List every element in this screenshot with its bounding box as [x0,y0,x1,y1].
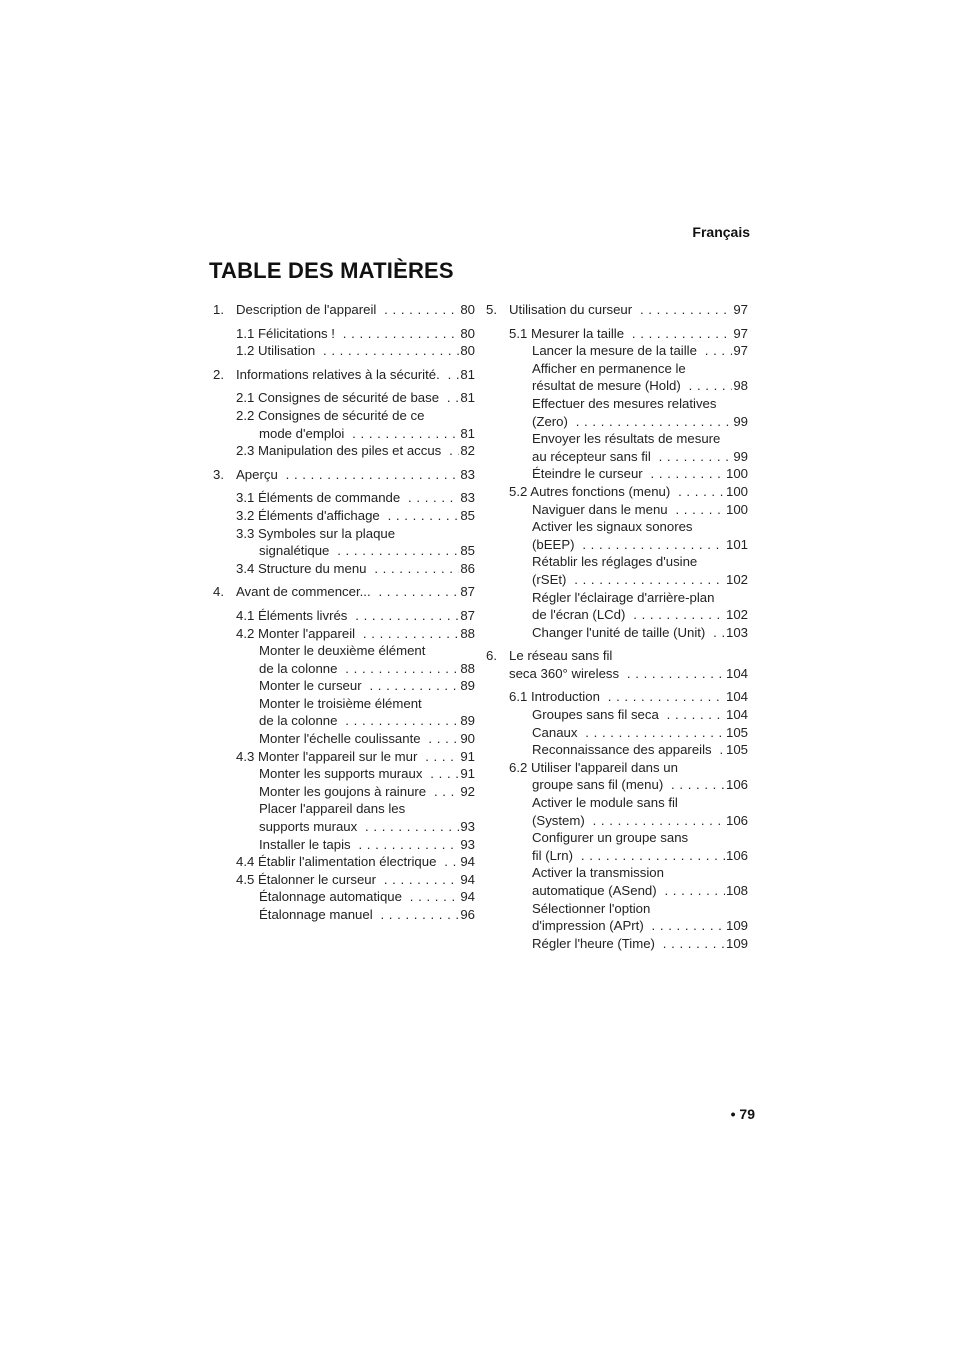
toc-entry-row[interactable] [486,325,748,343]
toc-entry [486,501,748,519]
toc-page-number: 106 [725,812,748,828]
toc-entry-text: 5.2 Autres fonctions (menu) . . . [509,484,725,499]
toc-entry-line [213,525,475,543]
toc-entry-row[interactable] [486,917,748,935]
toc-entry-text: 3.2 Éléments d'affichage . . . [236,508,459,523]
toc-entry [486,325,748,343]
toc-entry [486,935,748,953]
toc-entry-text: Monter le curseur . . . [259,678,459,693]
toc-page-number: 94 [460,889,475,905]
toc-entry-text: seca 360° wireless . . . [509,666,725,681]
toc-entry-text: (Zero) . . . [532,414,732,429]
toc-entry [213,525,475,560]
toc-entry-row[interactable] [486,536,748,554]
toc-page-number: 105 [725,742,748,758]
toc-entry-text: Placer l'appareil dans les [259,801,406,817]
toc-entry-text: Lancer la mesure de la taille . . . [532,343,732,358]
toc-entry [486,301,748,319]
toc-entry [213,836,475,854]
toc-chapter-number: 4. [213,584,224,600]
toc-entry-row[interactable] [486,688,748,706]
toc-entry-line [486,759,748,777]
toc-entry-row[interactable] [486,935,748,953]
toc-entry-text: signalétique . . . [259,543,459,558]
toc-page-number: 82 [460,443,475,459]
toc-page-number: 99 [733,413,748,429]
toc-entry [213,677,475,695]
toc-page-number: 83 [460,466,475,482]
toc-page-number: 97 [733,302,748,317]
toc-entry-row[interactable] [213,425,475,443]
toc-entry-text: Régler l'éclairage d'arrière-plan [532,589,715,605]
toc-page-number: 101 [725,536,748,552]
toc-entry [486,483,748,501]
toc-page-number: 106 [725,777,748,793]
toc-page-number: 105 [725,724,748,740]
toc-entry-line [486,647,748,665]
toc-entry-text: (System) . . . [532,813,725,828]
toc-entry-text: groupe sans fil (menu) . . . [532,777,725,792]
toc-right-column [486,301,748,952]
toc-entry [486,342,748,360]
toc-entry [486,360,748,395]
toc-entry-line [213,407,475,425]
toc-page-number: 91 [460,748,475,764]
toc-entry [213,853,475,871]
toc-entry-row[interactable] [486,724,748,742]
toc-entry [213,871,475,889]
toc-chapter-number: 3. [213,466,224,482]
toc-entry-row[interactable] [213,625,475,643]
toc-entry-text: résultat de mesure (Hold) . . . [532,378,732,393]
toc-entry-row[interactable] [213,712,475,730]
toc-entry-row[interactable] [213,871,475,889]
toc-entry-text: mode d'emploi . . . [259,426,459,441]
toc-entry-row[interactable] [213,748,475,766]
toc-entry-text: Canaux . . . [532,725,725,740]
toc-entry-text: Monter les goujons à rainure . . . [259,784,459,799]
toc-entry-text: 4.1 Éléments livrés . . . [236,608,459,623]
toc-entry [213,560,475,578]
toc-entry-row[interactable] [213,765,475,783]
toc-entry-text: 4.3 Monter l'appareil sur le mur . . . [236,749,459,764]
toc-entry [213,389,475,407]
toc-entry-row[interactable] [213,301,475,319]
toc-entry-row[interactable] [486,741,748,759]
toc-entry [213,642,475,677]
toc-entry-row[interactable] [486,342,748,360]
toc-entry [486,724,748,742]
toc-entry-line [486,900,748,918]
toc-entry-row[interactable] [213,366,475,384]
toc-entry [213,888,475,906]
toc-entry [486,553,748,588]
toc-page-number: 109 [725,935,748,951]
toc-entry-text: Sélectionner l'option [532,900,651,916]
toc-page-number: 108 [725,883,748,898]
toc-entry-text: Activer la transmission [532,865,664,881]
toc-page-number: 80 [460,302,475,317]
toc-page-number: 97 [733,343,748,359]
toc-page-number: 104 [725,689,748,705]
toc-entry [486,794,748,829]
toc-entry-row[interactable] [213,730,475,748]
toc-entry-text: Monter l'échelle coulissante . . . [259,731,459,746]
toc-entry-line [486,829,748,847]
toc-entry-row[interactable] [213,466,475,484]
toc-entry [486,647,748,682]
toc-entry-row[interactable] [213,583,475,601]
toc-entry-row[interactable] [213,888,475,906]
toc-page-number: 94 [460,871,475,887]
toc-entry-row[interactable] [486,776,748,794]
toc-entry-text: 1.1 Félicitations ! . . . [236,326,459,341]
toc-entry-text: Monter les supports muraux . . . [259,766,459,781]
toc-entry-text: Groupes sans fil seca . . . [532,707,725,722]
toc-entry [213,489,475,507]
toc-entry [213,783,475,801]
toc-entry [213,407,475,442]
toc-entry-line [213,642,475,660]
toc-entry-row[interactable] [486,377,748,395]
toc-entry-text: 3.4 Structure du menu . . . [236,561,459,576]
toc-entry-text: de la colonne . . . [259,661,459,676]
toc-page-number: 102 [725,607,748,623]
toc-entry-text: Reconnaissance des appareils . . . [532,742,725,757]
toc-entry-line [486,864,748,882]
toc-entry-text: 2.2 Consignes de sécurité de ce [236,407,425,423]
toc-entry-text: 2.3 Manipulation des piles et accus . . . [236,443,459,458]
toc-entry-row[interactable] [213,853,475,871]
toc-entry-line [486,430,748,448]
toc-entry-text: Étalonnage manuel . . . [259,907,459,922]
toc-page-number: 88 [460,625,475,641]
toc-entry-text: (bEEP) . . . [532,537,725,552]
toc-page-number: 81 [460,390,475,406]
page-number: • 79 [730,1106,755,1122]
toc-page-number: 83 [460,490,475,506]
toc-page-number: 100 [725,466,748,482]
toc-chapter-number: 1. [213,302,224,317]
toc-entry-row[interactable] [213,389,475,407]
language-label: Français [692,224,750,240]
toc-entry-text: 6.1 Introduction . . . [509,689,725,704]
toc-chapter-number: 5. [486,302,497,317]
toc-entry-row[interactable] [486,483,748,501]
toc-entry-text: d'impression (APrt) . . . [532,918,725,933]
toc-entry-text: Naviguer dans le menu . . . [532,502,725,517]
toc-entry-row[interactable] [486,465,748,483]
toc-entry-text: Le réseau sans fil [509,648,613,664]
toc-entry-row[interactable] [213,442,475,460]
toc-page-number: 85 [460,507,475,523]
toc-entry-text: Informations relatives à la sécurité. . . . [236,367,459,382]
toc-entry-row[interactable] [486,847,748,865]
toc-entry-line [486,589,748,607]
toc-entry-row[interactable] [486,665,748,683]
toc-entry-row[interactable] [213,677,475,695]
toc-entry [486,900,748,935]
toc-entry-text: de l'écran (LCd) . . . [532,607,725,622]
toc-entry [213,366,475,384]
toc-page-number: 93 [460,836,475,852]
toc-entry-text: Aperçu . . . [236,467,459,482]
toc-entry-text: Rétablir les réglages d'usine [532,554,698,570]
toc-entry-line [213,695,475,713]
toc-entry [213,800,475,835]
toc-page-number: 92 [460,783,475,799]
toc-entry-row[interactable] [213,560,475,578]
toc-entry-text: Activer le module sans fil [532,795,678,811]
toc-entry-row[interactable] [213,507,475,525]
toc-entry-text: Avant de commencer... . . . [236,584,459,599]
toc-page-number: 89 [460,678,475,694]
toc-page-number: 93 [460,819,475,835]
toc-entry-row[interactable] [213,489,475,507]
toc-page-number: 100 [725,501,748,517]
toc-entry [486,741,748,759]
toc-page-number: 81 [460,425,475,441]
toc-entry-text: au récepteur sans fil . . . [532,449,732,464]
toc-page-number: 87 [460,584,475,600]
toc-entry-row[interactable] [486,812,748,830]
toc-entry [486,589,748,624]
toc-entry-text: 6.2 Utiliser l'appareil dans un [509,759,678,775]
toc-entry-row[interactable] [213,607,475,625]
toc-chapter-number: 6. [486,648,497,664]
toc-entry-row[interactable] [486,624,748,642]
toc-page-number: 96 [460,907,475,922]
toc-page-number: 104 [725,665,748,681]
toc-entry [486,706,748,724]
toc-entry [213,695,475,730]
toc-entry [213,442,475,460]
toc-entry-row[interactable] [486,413,748,431]
toc-entry-row[interactable] [486,706,748,724]
toc-page-number: 90 [460,731,475,747]
toc-page-number: 94 [460,854,475,870]
toc-entry-text: supports muraux . . . [259,819,459,834]
toc-entry [213,507,475,525]
toc-entry-text: automatique (ASend) . . . [532,883,725,898]
toc-page-number: 87 [460,607,475,623]
toc-entry [213,583,475,601]
toc-entry-row[interactable] [213,325,475,343]
toc-entry-row[interactable] [486,606,748,624]
toc-entry-text: fil (Lrn) . . . [532,848,725,863]
toc-entry-line [486,794,748,812]
toc-entry-row[interactable] [213,836,475,854]
page-title: TABLE DES MATIÈRES [209,258,454,283]
toc-entry-row[interactable] [486,571,748,589]
toc-entry-text: 5.1 Mesurer la taille . . . [509,326,732,341]
toc-entry-text: Afficher en permanence le [532,360,686,376]
toc-page-number: 80 [460,343,475,359]
toc-entry-row[interactable] [486,301,748,319]
toc-entry-line [486,553,748,571]
toc-entry-text: Utilisation du curseur . . . [509,302,732,317]
toc-page-number: 88 [460,660,475,676]
toc-entry-line [486,360,748,378]
toc-entry-text: Description de l'appareil . . . [236,302,459,317]
toc-entry [486,518,748,553]
toc-entry [213,607,475,625]
toc-entry [213,301,475,319]
toc-entry-text: 3.3 Symboles sur la plaque [236,525,396,541]
toc-entry-text: Configurer un groupe sans [532,830,689,846]
toc-page-number: 81 [460,366,475,382]
toc-entry-text: Installer le tapis . . . [259,837,459,852]
toc-entry-text: Monter le troisième élément [259,695,422,711]
toc-page-number: 91 [460,766,475,782]
toc-page-number: 85 [460,543,475,559]
toc-entry-text: 1.2 Utilisation . . . [236,343,459,358]
toc-left-column [213,301,475,924]
toc-entry-row[interactable] [213,783,475,801]
toc-entry [213,466,475,484]
toc-entry-line [486,395,748,413]
toc-entry-text: 3.1 Éléments de commande . . . [236,490,459,505]
toc-entry [213,730,475,748]
toc-entry [213,748,475,766]
toc-entry-text: Étalonnage automatique . . . [259,889,459,904]
toc-page-number: 103 [725,624,748,640]
toc-entry-text: 2.1 Consignes de sécurité de base . . . [236,390,459,405]
toc-entry [486,624,748,642]
toc-entry [213,765,475,783]
toc-page-number: 97 [733,325,748,341]
toc-entry [486,759,748,794]
toc-entry [486,430,748,465]
toc-entry-text: 4.2 Monter l'appareil . . . [236,626,459,641]
toc-entry-text: Effectuer des mesures relatives [532,395,717,411]
toc-entry-text: Changer l'unité de taille (Unit) . . . [532,625,725,640]
toc-entry [486,864,748,899]
toc-page-number: 80 [460,325,475,341]
toc-entry-text: Envoyer les résultats de mesure [532,431,721,447]
toc-entry [486,465,748,483]
toc-entry-text: (rSEt) . . . [532,572,725,587]
toc-entry-text: Régler l'heure (Time) . . . [532,936,725,951]
toc-entry-text: 4.4 Établir l'alimentation électrique . . . [236,854,459,869]
toc-entry [213,625,475,643]
toc-entry-row[interactable] [486,448,748,466]
toc-entry-row[interactable] [213,660,475,678]
toc-page-number: 100 [725,483,748,499]
toc-page-number: 86 [460,560,475,576]
toc-entry-text: Éteindre le curseur . . . [532,466,725,481]
toc-entry-row[interactable] [486,882,748,900]
toc-entry-line [486,518,748,536]
toc-chapter-number: 2. [213,366,224,382]
toc-page-number: 89 [460,713,475,729]
toc-entry [213,906,475,924]
toc-entry [486,395,748,430]
toc-page-number: 102 [725,571,748,587]
toc-entry-line [213,800,475,818]
toc-page-number: 104 [725,707,748,723]
toc-page-number: 106 [725,847,748,863]
toc-entry-text: Activer les signaux sonores [532,519,693,535]
toc-entry-text: 4.5 Étalonner le curseur . . . [236,872,459,887]
toc-entry [213,342,475,360]
toc-entry [486,688,748,706]
toc-entry-row[interactable] [213,906,475,924]
toc-page-number: 109 [725,918,748,934]
toc-entry [213,325,475,343]
toc-entry-row[interactable] [213,542,475,560]
toc-entry-row[interactable] [486,501,748,519]
toc-entry-text: de la colonne . . . [259,713,459,728]
toc-page-number: 98 [733,378,748,394]
toc-entry-row[interactable] [213,342,475,360]
toc-entry-text: Monter le deuxième élément [259,643,426,659]
toc-entry [486,829,748,864]
toc-page-number: 99 [733,448,748,464]
toc-entry-row[interactable] [213,818,475,836]
